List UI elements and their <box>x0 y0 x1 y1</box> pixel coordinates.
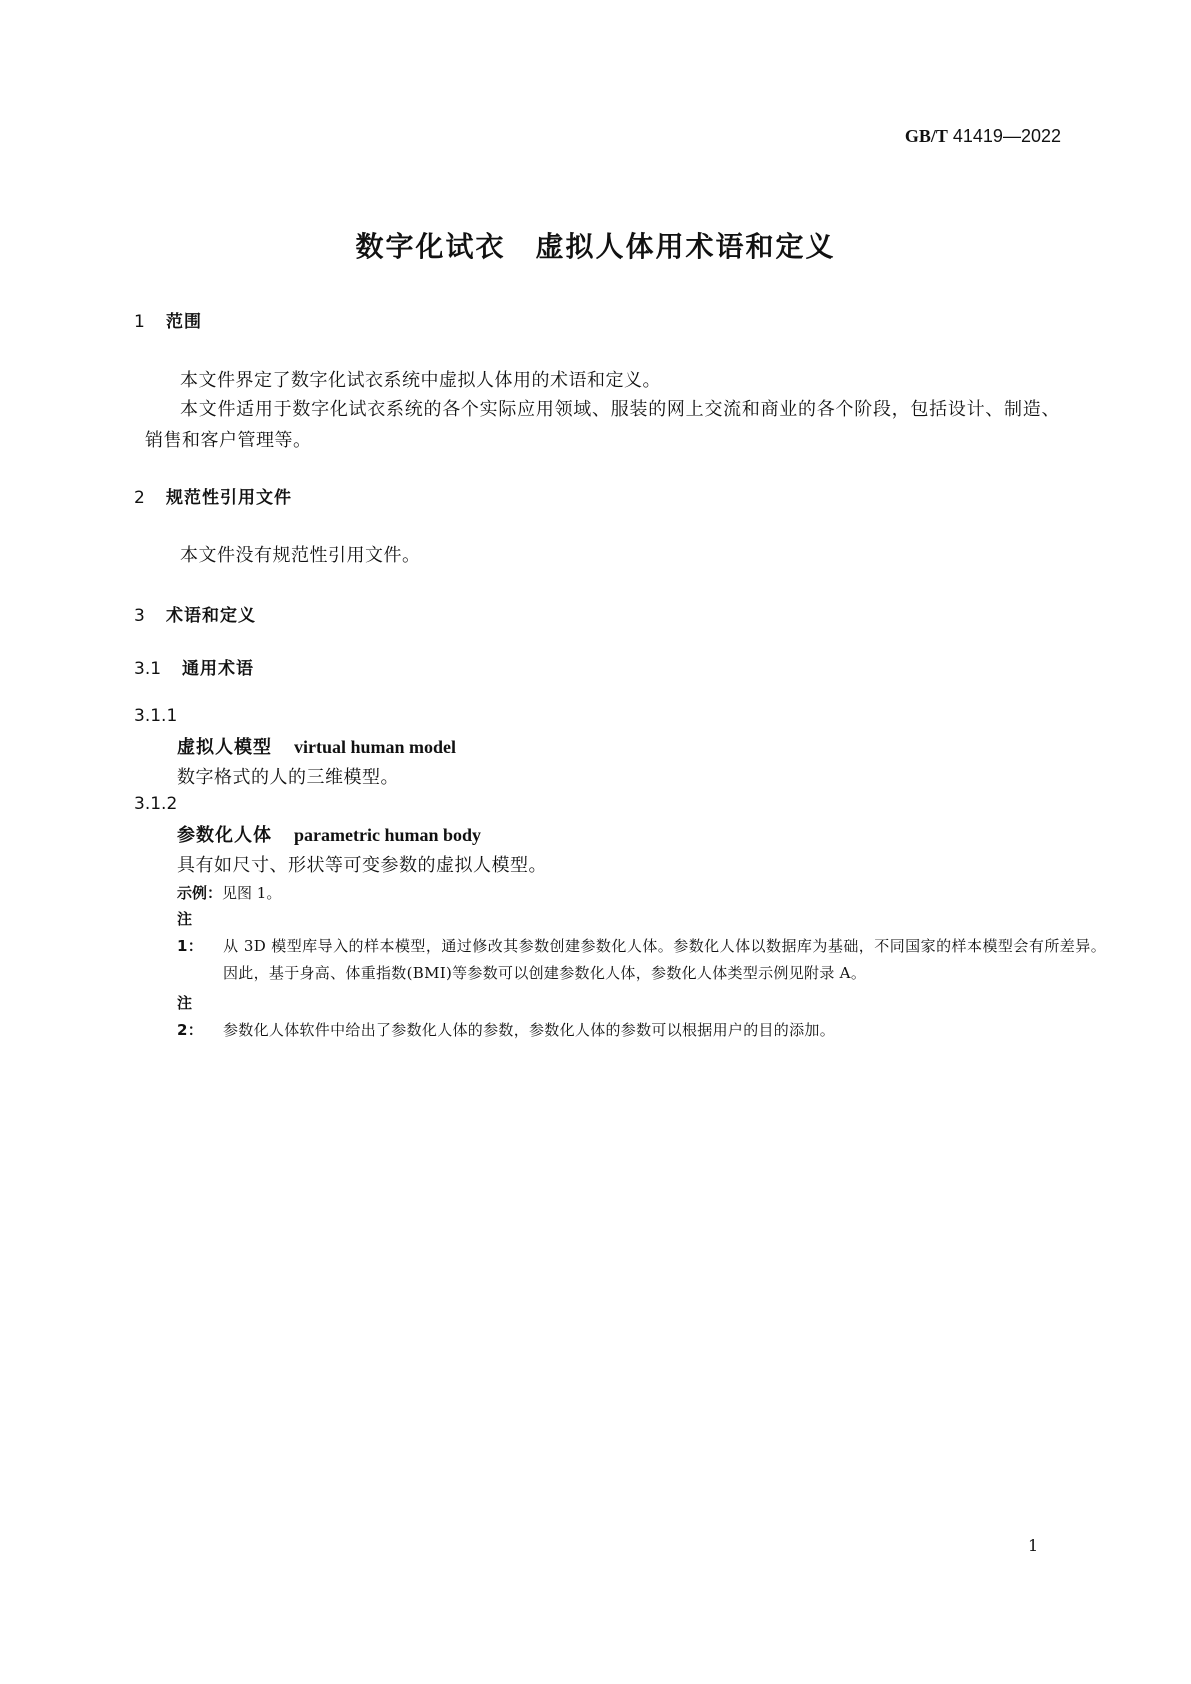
term-3-1-1-definition: 数字格式的人的三维模型。 <box>177 767 399 788</box>
document-title <box>0 225 1191 265</box>
note-text: 参数化人体软件中给出了参数化人体的参数，参数化人体的参数可以根据用户的目的添加。 <box>223 1021 836 1039</box>
section-3-1-heading <box>134 654 254 679</box>
note-text: 从 3D 模型库导入的样本模型，通过修改其参数创建参数化人体。参数化人体以数据库为基础，不同国家的样本模型会有所差异。因此，基于身高、体重指数(BMI)等参数可以创建参数化人体，参数化人体类型示例见附录 A。 <box>223 937 1106 982</box>
section-1-paragraph-1: 本文件界定了数字化试衣系统中虚拟人体用的术语和定义。 <box>180 370 661 391</box>
section-title: 术语和定义 <box>166 606 256 626</box>
section-title: 规范性引用文件 <box>166 488 292 508</box>
note-label: 注 2： <box>177 994 204 1039</box>
term-3-1-2-note-1 <box>177 906 1106 987</box>
section-number: 2 <box>134 488 145 508</box>
note-label: 注 1： <box>177 910 204 955</box>
term-english: parametric human body <box>294 825 482 845</box>
example-label: 示例： <box>177 884 223 902</box>
example-text: 见图 1。 <box>222 884 282 902</box>
term-3-1-2-title <box>177 821 481 847</box>
section-1-paragraph-2: 本文件适用于数字化试衣系统的各个实际应用领域、服装的网上交流和商业的各个阶段，包括设计、制造、销售和客户管理等。 <box>145 399 1060 451</box>
standard-code-prefix: GB/T <box>904 126 948 146</box>
term-chinese: 参数化人体 <box>177 825 272 846</box>
section-3-heading <box>134 601 256 626</box>
term-chinese: 虚拟人模型 <box>177 737 272 758</box>
document-title-part1: 数字化试衣 <box>355 230 506 263</box>
term-3-1-2-definition: 具有如尺寸、形状等可变参数的虚拟人模型。 <box>177 855 547 876</box>
section-number: 1 <box>134 312 145 332</box>
section-2-paragraph-1: 本文件没有规范性引用文件。 <box>180 545 421 566</box>
standard-code <box>905 126 1061 147</box>
standard-code-number: 41419—2022 <box>952 126 1061 146</box>
term-3-1-2-number: 3.1.2 <box>134 794 178 814</box>
term-3-1-1-number: 3.1.1 <box>134 706 178 726</box>
term-3-1-1-title <box>177 733 456 759</box>
section-title: 通用术语 <box>182 659 254 679</box>
section-1-heading <box>134 307 202 332</box>
section-title: 范围 <box>166 312 202 332</box>
section-number: 3.1 <box>134 659 162 679</box>
document-title-part2: 虚拟人体用术语和定义 <box>535 230 836 263</box>
term-3-1-2-example <box>177 882 281 903</box>
term-english: virtual human model <box>294 737 457 757</box>
term-3-1-2-note-2 <box>177 990 1106 1044</box>
section-2-heading <box>134 483 292 508</box>
page-number: 1 <box>1028 1536 1039 1555</box>
section-number: 3 <box>134 606 145 626</box>
